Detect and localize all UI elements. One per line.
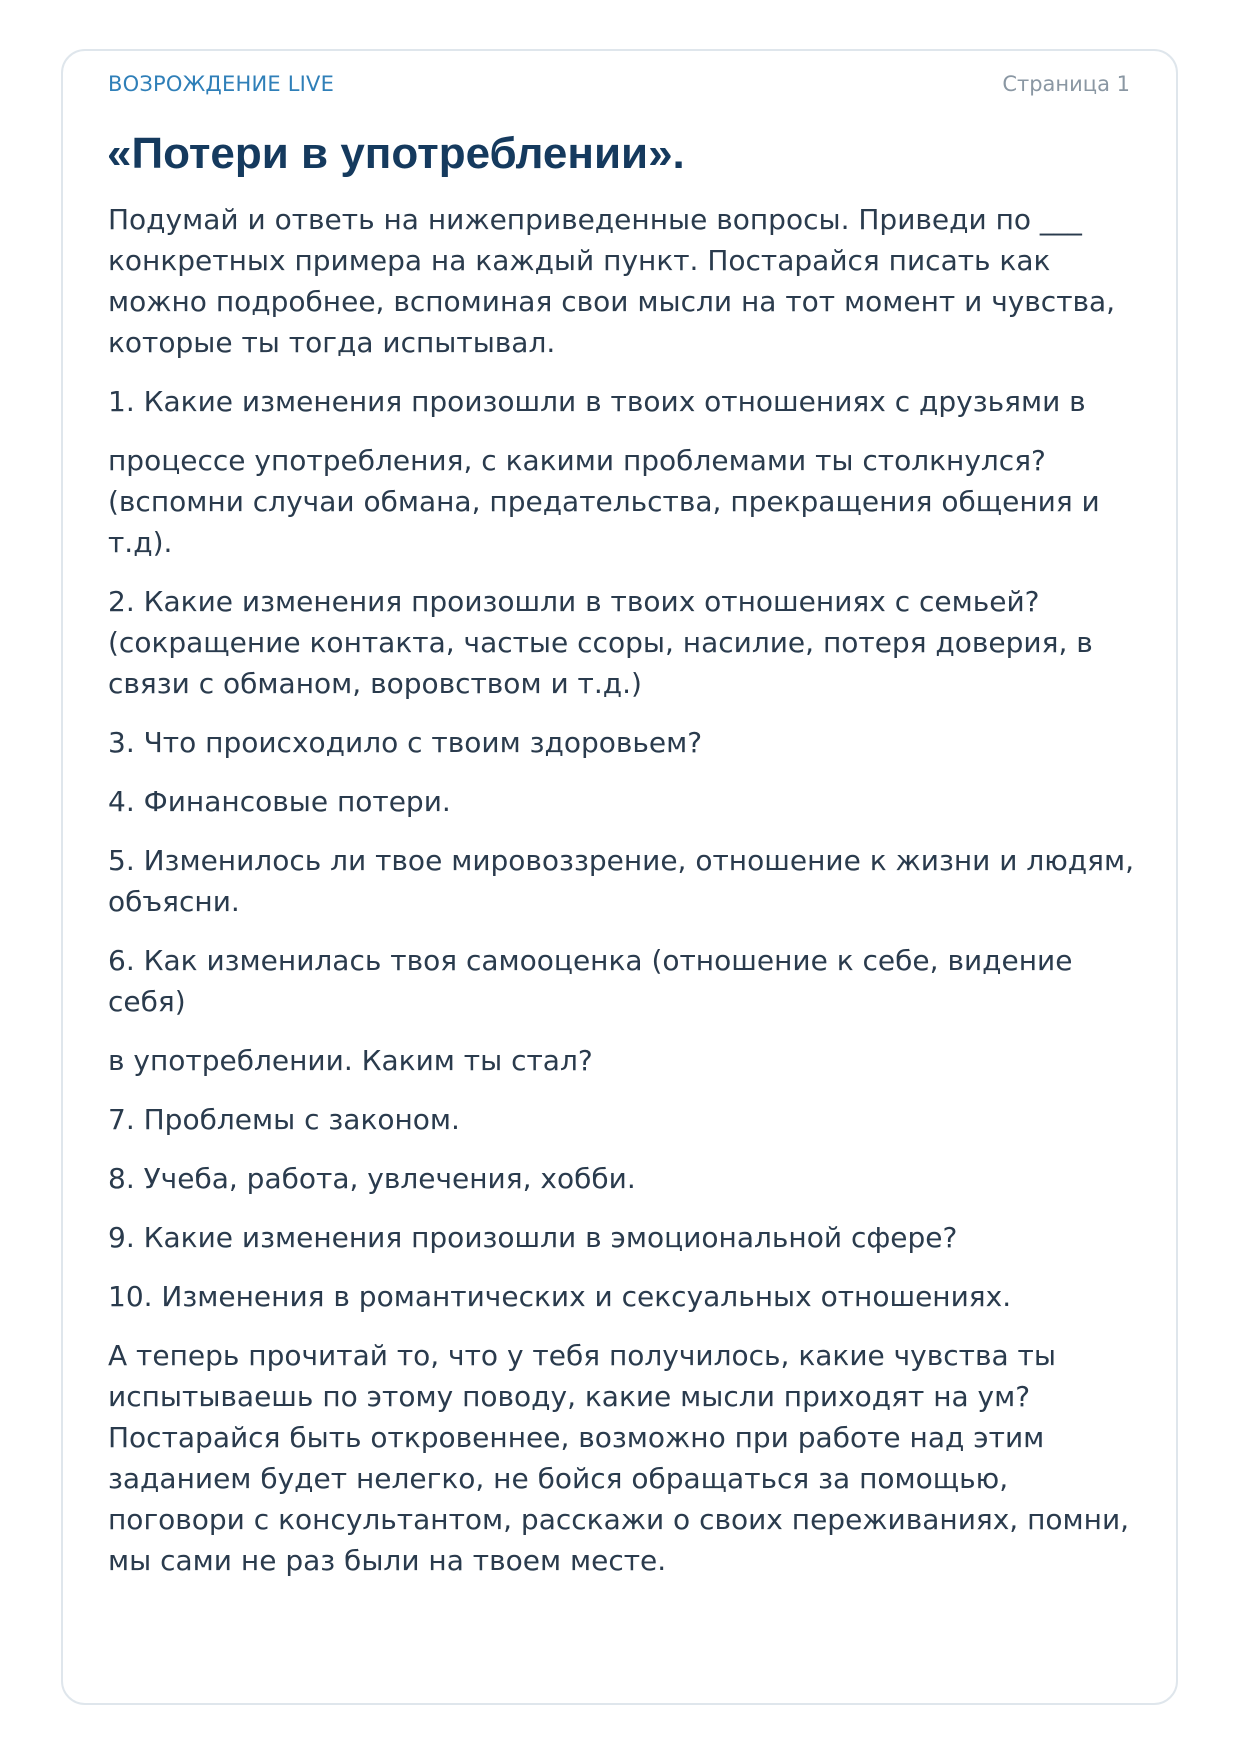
question-1-part-2: процессе употребления, с какими проблемами ты столкнулся? (вспомни случаи обмана, предательства, прекращения общения и т.д). [108, 444, 1100, 559]
question-2: 2. Какие изменения произошли в твоих отношениях с семьей? (сокращение контакта, частые ссоры, насилие, потеря доверия, в связи с обманом, воровством и т.д.) [108, 585, 1093, 700]
question-3: 3. Что происходило с твоим здоровьем? [108, 726, 703, 759]
document-title: «Потери в употреблении». [107, 129, 685, 178]
question-6-part-1: 6. Как изменилась твоя самооценка (отношение к себе, видение себя) [108, 944, 1073, 1018]
question-1-part-1: 1. Какие изменения произошли в твоих отношениях с друзьями в [108, 385, 1086, 418]
intro-paragraph: Подумай и ответь на нижеприведенные вопросы. Приведи по ___ конкретных примера на каждый пункт. Постарайся писать как можно подробнее, вспоминая свои мысли на тот момент и чувства, которые ты тогда испытывал. [108, 203, 1116, 359]
question-4: 4. Финансовые потери. [108, 785, 451, 818]
document-body [108, 199, 1138, 1599]
question-10: 10. Изменения в романтических и сексуальных отношениях. [108, 1280, 1012, 1313]
question-8: 8. Учеба, работа, увлечения, хобби. [108, 1162, 636, 1195]
question-6-part-2: в употреблении. Каким ты стал? [108, 1044, 593, 1077]
page-number: Страница 1 [1002, 72, 1130, 96]
closing-paragraph: А теперь прочитай то, что у тебя получилось, какие чувства ты испытываешь по этому поводу, какие мысли приходят на ум? Постарайся быть откровеннее, возможно при работе над этим заданием будет нелегко, не бойся обращаться за помощью, поговори с консультантом, расскажи о своих переживаниях, помни, мы сами не раз были на твоем месте. [108, 1339, 1130, 1577]
brand-label: ВОЗРОЖДЕНИЕ LIVE [108, 72, 335, 96]
question-9: 9. Какие изменения произошли в эмоциональной сфере? [108, 1221, 958, 1254]
question-7: 7. Проблемы с законом. [108, 1103, 460, 1136]
question-5: 5. Изменилось ли твое мировоззрение, отношение к жизни и людям, объясни. [108, 844, 1135, 918]
